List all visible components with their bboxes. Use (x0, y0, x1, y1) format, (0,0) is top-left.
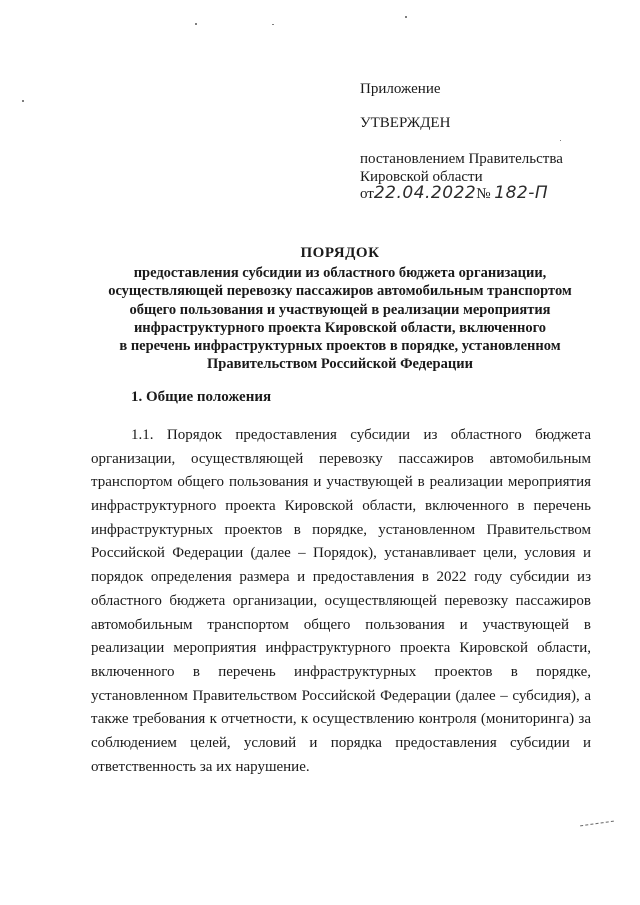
paragraph-line: ответственность за их нарушение. (91, 758, 310, 775)
document-title: ПОРЯДОК (300, 245, 380, 261)
scan-speck (560, 140, 561, 141)
approved-label: УТВЕРЖДЕН (360, 115, 451, 131)
section-heading: 1. Общие положения (131, 389, 272, 405)
decree-line: постановлением Правительства (360, 151, 563, 167)
decree-region: Кировской области (360, 169, 483, 185)
subtitle-line: общего пользования и участвующей в реализации мероприятия (129, 301, 551, 318)
subtitle-line: Правительством Российской Федерации (207, 356, 473, 373)
paragraph-line: включенного в перечень инфраструктурных проектов в порядке, (91, 663, 591, 680)
appendix-label: Приложение (360, 81, 441, 97)
subtitle-line: в перечень инфраструктурных проектов в порядке, установленном (119, 338, 561, 355)
scan-speck (405, 16, 407, 18)
paragraph-line: инфраструктурных проектов в порядке, установленном Правительством (91, 521, 591, 538)
paragraph-line: 1.1. Порядок предоставления субсидии из областного бюджета (131, 427, 591, 443)
document-subtitle (90, 264, 590, 374)
date-prefix: от (360, 186, 374, 202)
paragraph-line: организации, осуществляющей перевозку пассажиров автомобильным (91, 450, 591, 467)
paragraph-line: установленном Правительством Российской Федерации (далее – субсидия), а (91, 687, 591, 704)
scan-speck (272, 24, 274, 25)
paragraph-line: также требования к отчетности, к осуществлению контроля (мониторинга) за (91, 711, 591, 728)
paragraph-line: областного бюджета организации, осуществляющей перевозку пассажиров (91, 592, 591, 609)
subtitle-line: осуществляющей перевозку пассажиров автомобильным транспортом (108, 283, 572, 300)
paragraph-line: реализации мероприятия инфраструктурного проекта Кировской области, (91, 640, 591, 657)
decree-date-number (360, 184, 548, 203)
document-title-block (90, 244, 590, 374)
subtitle-line: инфраструктурного проекта Кировской области, включенного (133, 319, 547, 336)
scan-mark (580, 821, 614, 827)
paragraph-line: инфраструктурного проекта Кировской области, включенного в перечень (91, 498, 591, 515)
scan-speck (195, 23, 197, 25)
paragraph-line: Российской Федерации (далее – Порядок), устанавливает цели, условия и (91, 545, 591, 562)
paragraph-line: соблюдением целей, условий и порядка предоставления субсидии и (91, 734, 591, 751)
body-paragraph (91, 424, 591, 779)
paragraph-line: порядок определения размера и предоставления в 2022 году субсидии из (91, 569, 591, 586)
handwritten-date: 22.04.2022 (373, 183, 477, 203)
paragraph-line: автомобильным транспортом общего пользования и участвующей в (91, 616, 591, 633)
scan-speck (22, 100, 24, 102)
subtitle-line: предоставления субсидии из областного бюджета организации, (133, 265, 547, 281)
number-prefix: № (476, 186, 491, 202)
paragraph-line: транспортом общего пользования и участвующей в реализации мероприятия (91, 474, 591, 491)
handwritten-number: 182-П (494, 183, 549, 203)
